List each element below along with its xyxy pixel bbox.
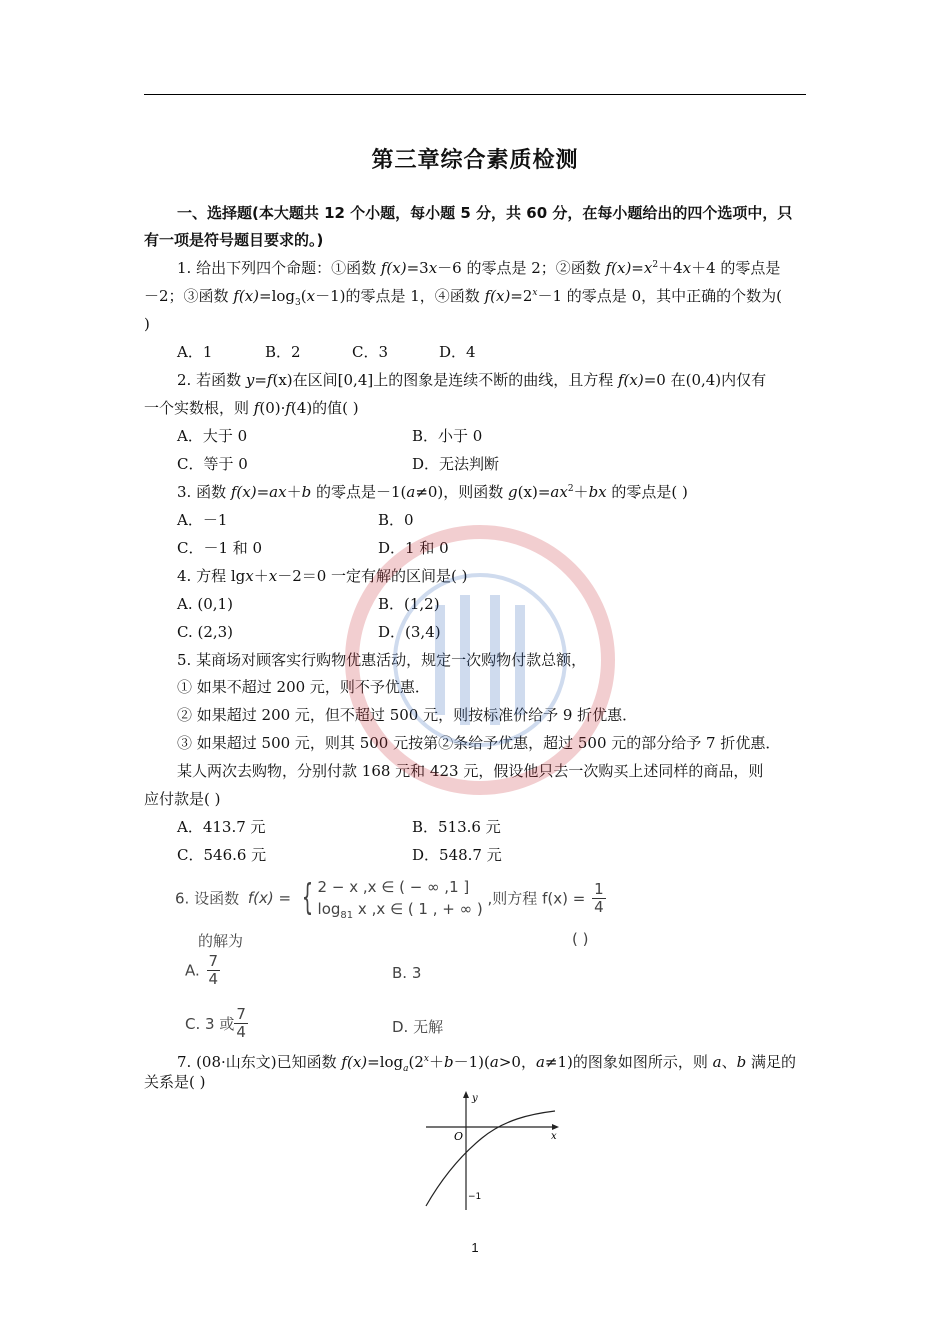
q5-option-b: B．513.6 元 xyxy=(412,818,501,836)
q6-fraction: $\frac{1}{4}$ xyxy=(594,879,604,916)
q2-option-b: B．小于 0 xyxy=(412,427,483,445)
q1-line3: ) xyxy=(144,315,150,333)
q7-line1: 7. (08·山东文)已知函数 $f(x)=\log_a(2^x+b-1)(a>0$，a≠1)的图象如图所示，则 a、b 满足的 xyxy=(177,1053,796,1074)
q1-option-d: D．4 xyxy=(439,343,476,361)
q6-case1: 2 − x ,x ∈ ( − ∞ ,1 ] xyxy=(317,878,470,896)
q5-rule3: ③ 如果超过 500 元，则其 500 元按第②条给予优惠，超过 500 元的部分给予 7 折优惠． xyxy=(177,734,781,752)
q5-line1: 5. 某商场对顾客实行购物优惠活动，规定一次购物付款总额， xyxy=(177,651,587,669)
q3-option-d: D．1 和 0 xyxy=(378,539,449,557)
q4-option-b: B．(1,2) xyxy=(378,595,440,613)
q6-option-b: B. 3 xyxy=(392,964,422,982)
watermark-seal xyxy=(345,525,615,795)
q7-curve xyxy=(426,1111,555,1206)
q7-x-label: x xyxy=(551,1131,557,1142)
q5-line5: 某人两次去购物，分别付款 168 元和 423 元，假设他只去一次购买上述同样的商品，则 xyxy=(177,762,764,780)
q6-option-c: C. 3 或 $\frac{7}{4}$ xyxy=(185,1005,246,1041)
q5-rule1: ① 如果不超过 200 元，则不予优惠． xyxy=(177,678,430,696)
q3-line1: 3. 函数 f(x)=ax＋b 的零点是－1(a≠0)，则函数 $g(x)=ax^2+bx$ 的零点是( ) xyxy=(177,483,688,501)
q6-line1: 6. 设函数 f(x) = { 2 − x ,x ∈ ( − ∞ ,1 ] $\log_{81} x$ ,x ∈ ( 1 , + ∞ ) ,则方程 f(x) = $\frac{1}{4}$ xyxy=(175,877,604,921)
q1-option-c: C．3 xyxy=(352,343,389,361)
q7-origin-label: O xyxy=(454,1130,464,1143)
q7-line2: 关系是( ) xyxy=(144,1073,206,1091)
q6-option-a: A. $\frac{7}{4}$ xyxy=(185,952,219,988)
section-heading-line1: 一、选择题(本大题共 12 个小题，每小题 5 分，共 60 分，在每小题给出的四个选项中，只 xyxy=(177,204,793,222)
q6-line2: 的解为 xyxy=(198,932,244,950)
q2-option-d: D．无法判断 xyxy=(412,455,500,473)
q5-option-d: D．548.7 元 xyxy=(412,846,502,864)
q6-paren: ( ) xyxy=(572,930,589,948)
q4-option-a: A. (0,1) xyxy=(177,595,233,613)
q7-tick-label: −1 xyxy=(468,1192,482,1202)
q3-option-b: B．0 xyxy=(378,511,414,529)
q6-option-d: D. 无解 xyxy=(392,1018,444,1036)
q5-line6: 应付款是( ) xyxy=(144,790,221,808)
header-rule xyxy=(144,94,806,95)
q6-brace: { xyxy=(301,877,314,918)
q1-line1: 1. 给出下列四个命题：①函数 f(x)=3x－6 的零点是 2；②函数 $f(x)=x^2+4x+4$ 的零点是 xyxy=(177,259,781,277)
q4-option-c: C. (2,3) xyxy=(177,623,234,641)
q6-case2: $\log_{81} x$ ,x ∈ ( 1 , + ∞ ) xyxy=(317,900,483,921)
q2-option-c: C．等于 0 xyxy=(177,455,248,473)
q5-option-c: C．546.6 元 xyxy=(177,846,267,864)
q1-option-b: B．2 xyxy=(265,343,301,361)
q2-option-a: A．大于 0 xyxy=(177,427,248,445)
q5-rule2: ② 如果超过 200 元，但不超过 500 元，则按标准价给予 9 折优惠． xyxy=(177,706,638,724)
q7-y-arrow xyxy=(463,1091,469,1098)
q3-option-a: A．－1 xyxy=(177,511,228,529)
q4-line1: 4. 方程 lgx＋x－2＝0 一定有解的区间是( ) xyxy=(177,567,468,585)
q1-line2: －2；③函数 $f(x)=\log_3(x-1)$的零点是 1，④函数 $f(x)=2^x-1$ 的零点是 0，其中正确的个数为( xyxy=(144,287,782,308)
q7-graph xyxy=(420,1088,565,1213)
q7-x-arrow xyxy=(552,1124,559,1130)
q3-option-c: C．－1 和 0 xyxy=(177,539,263,557)
q7-y-label: y xyxy=(472,1093,478,1104)
q1-option-a: A．1 xyxy=(177,343,213,361)
q2-line2: 一个实数根，则 f(0)·f(4)的值( ) xyxy=(144,399,359,417)
page-number: 1 xyxy=(471,1240,479,1255)
section-heading-line2: 有一项是符号题目要求的。) xyxy=(144,231,324,249)
q5-option-a: A．413.7 元 xyxy=(177,818,266,836)
page-title: 第三章综合素质检测 xyxy=(371,148,579,173)
q4-option-d: D．(3,4) xyxy=(378,623,441,641)
q2-line1: 2. 若函数 y=f(x)在区间[0,4]上的图象是连续不断的曲线，且方程 f(x)=0 在(0,4)内仅有 xyxy=(177,371,767,389)
